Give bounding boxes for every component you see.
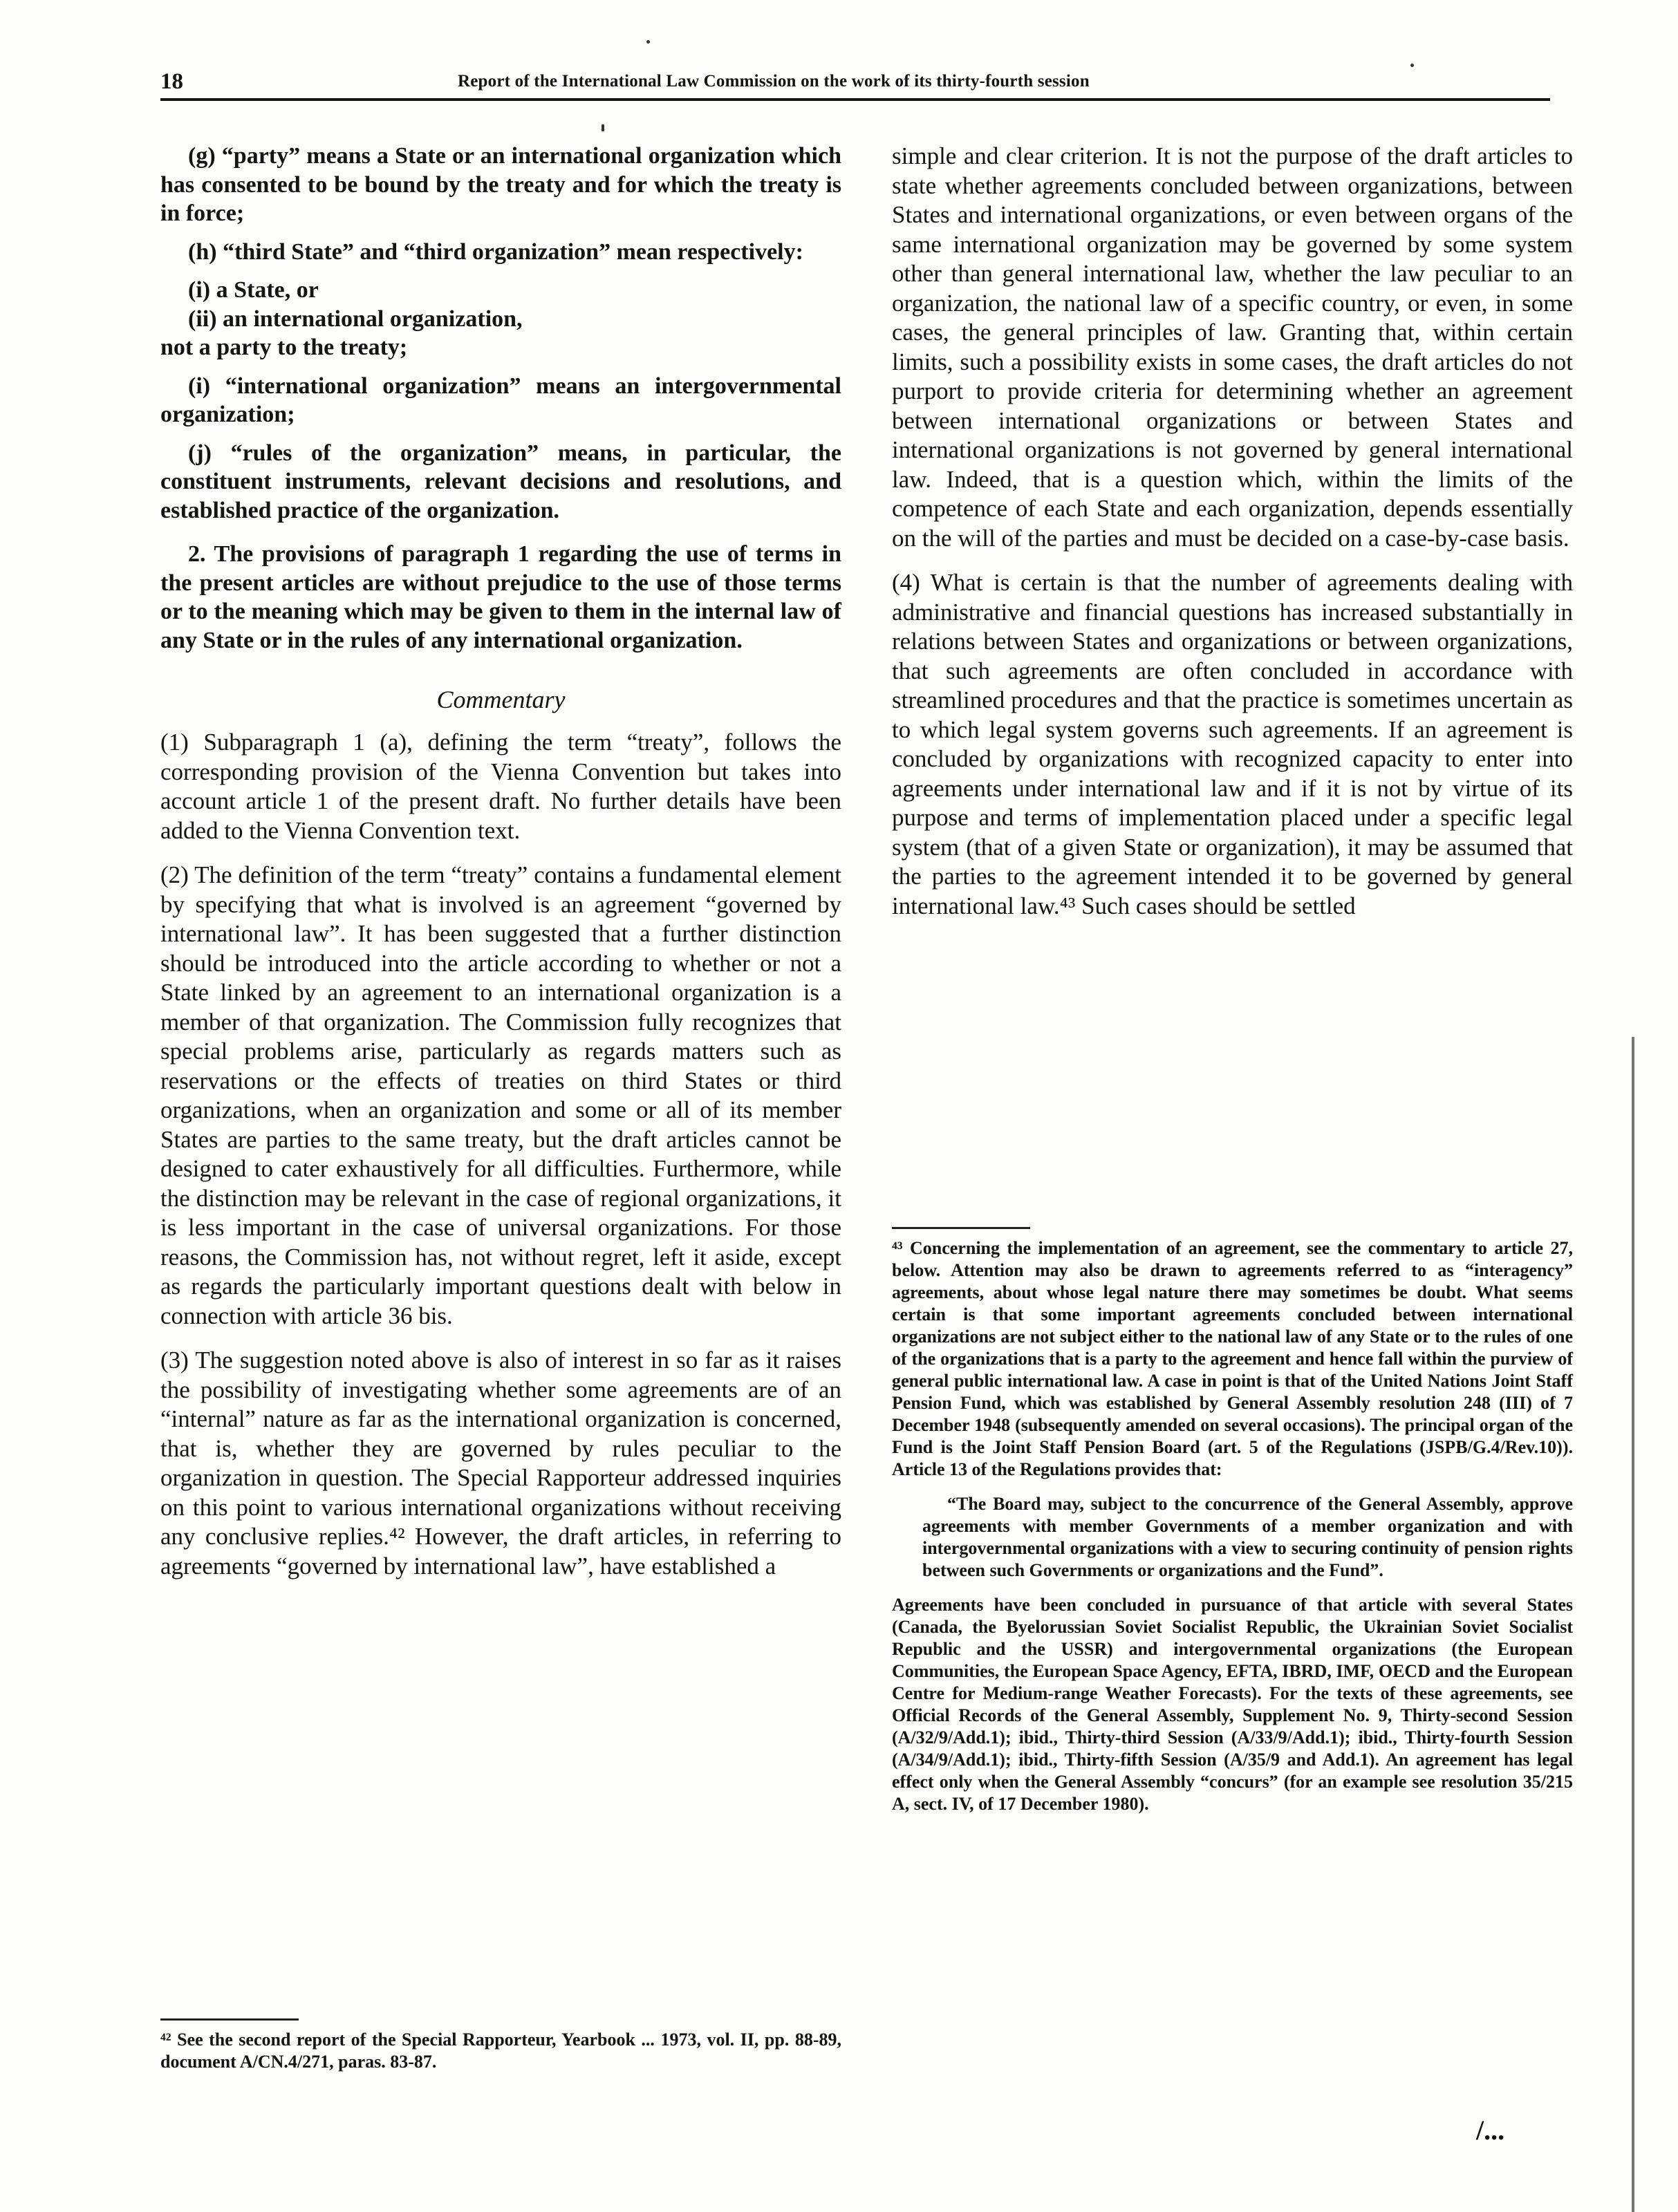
footnote-43-block	[892, 1227, 1573, 1815]
commentary-paragraph-2: (2) The definition of the term “treaty” contains a fundamental element by specifying that what is involved is an agreement “governed by international law”. It has been suggested that a further distinction should be introduced into the article according to whether or not a State linked by an agreement to an international organization is a member of that organization. The Commission fully recognizes that special problems arise, particularly as regards matters such as reservations or the effects of treaties on third States or third organizations, when an organization and some or all of its member States are parties to the same treaty, but the draft articles cannot be designed to cater exhaustively for all difficulties. Furthermore, while the distinction may be relevant in the case of regional organizations, it is less important in the case of universal organizations. For those reasons, the Commission has, not without regret, left it aside, except as regards the particularly important questions dealt with below in connection with article 36 bis.	[160, 861, 841, 1329]
article-subparagraph-h: (h) “third State” and “third organization” mean respectively:	[188, 238, 803, 265]
article-item-i: (i) a State, or	[188, 277, 319, 303]
article-subparagraph-j: (j) “rules of the organization” means, in particular, the constituent instruments, relevant decisions and resolutions, and established practice of the organization.	[160, 440, 841, 523]
page-number: 18	[160, 69, 183, 94]
article-subparagraph-g: (g) “party” means a State or an international organization which has consented to be bound by the treaty and for which the treaty is in force;	[160, 143, 841, 226]
commentary-paragraph-1: (1) Subparagraph 1 (a), defining the term “treaty”, follows the corresponding provision of the Vienna Convention but takes into account article 1 of the present draft. No further details have been added to the Vienna Convention text.	[160, 729, 841, 844]
right-column	[892, 142, 1573, 921]
scan-speck	[1410, 64, 1414, 67]
article-text	[160, 142, 841, 655]
commentary-paragraph-3-continued: simple and clear criterion. It is not the purpose of the draft articles to state whether agreements concluded between organizations, between States and international organizations, or even between organs of the same international organization may be governed by some system other than general international law, whether the law peculiar to an organization, the national law of a specific country, or even, in some cases, the general principles of law. Granting that, within certain limits, such a possibility exists in some cases, the draft articles do not purport to provide criteria for determining whether an agreement between international organizations or between States and international organizations is not governed by general international law. Indeed, that is a question which, within the limits of the competence of each State and each organization, depends essentially on the will of the parties and must be decided on a case-by-case basis.	[892, 142, 1573, 552]
footnote-42: ⁴² See the second report of the Special Rapporteur, Yearbook ... 1973, vol. II, pp. 88-89, document A/CN.4/271, paras. 83-87.	[160, 2030, 841, 2072]
commentary-left	[160, 728, 841, 1581]
article-item-ii: (ii) an international organization,	[188, 306, 523, 332]
footnote-43-part-b: Agreements have been concluded in pursuance of that article with several States (Canada, the Byelorussian Soviet Socialist Republic, the Ukrainian Soviet Socialist Republic and the USSR) and intergovernmental organizations (the European Communities, the European Space Agency, EFTA, IBRD, IMF, OECD and the European Centre for Medium-range Weather Forecasts). For the texts of these agreements, see Official Records of the General Assembly, Supplement No. 9, Thirty-second Session (A/32/9/Add.1); ibid., Thirty-third Session (A/33/9/Add.1); ibid., Thirty-fourth Session (A/34/9/Add.1); ibid., Thirty-fifth Session (A/35/9 and Add.1). An agreement has legal effect only when the General Assembly “concurs” (for an example see resolution 35/215 A, sect. IV, of 17 December 1980).	[892, 1595, 1573, 1814]
article-subparagraph-i: (i) “international organization” means an intergovernmental organization;	[160, 373, 841, 427]
running-title: Report of the International Law Commission on the work of its thirty-fourth session	[458, 72, 1090, 91]
header-rule	[160, 98, 1550, 101]
article-item-tail: not a party to the treaty;	[160, 335, 408, 360]
continued-marker: /...	[1476, 2115, 1505, 2146]
page-edge-shadow	[1632, 1037, 1634, 2212]
commentary-paragraph-4: (4) What is certain is that the number of agreements dealing with administrative and financial questions has increased substantially in relations between States and organizations or between organizations, that such agreements are often concluded in accordance with streamlined procedures and that the practice is sometimes uncertain as to which legal system governs such agreements. If an agreement is concluded by organizations with recognized capacity to enter into agreements under international law and if it is not by virtue of its purpose and terms of implementation placed under a specific legal system (that of a given State or organization), it may be assumed that the parties to the agreement intended it to be governed by general international law.⁴³ Such cases should be settled	[892, 569, 1573, 919]
scan-speck	[602, 124, 604, 131]
commentary-heading: Commentary	[436, 686, 566, 713]
footnote-rule	[892, 1227, 1030, 1229]
footnote-43-quote: “The Board may, subject to the concurrence of the General Assembly, approve agreements with member Governments of a member organization and with intergovernmental organizations with a view to securing continuity of pension rights between such Governments or organizations and the Fund”.	[922, 1494, 1573, 1580]
scan-speck	[646, 40, 650, 44]
commentary-right	[892, 142, 1573, 921]
commentary-paragraph-3: (3) The suggestion noted above is also of interest in so far as it raises the possibility of investigating whether some agreements are of an “internal” nature as far as the international organization is concerned, that is, whether they are governed by rules peculiar to the organization in question. The Special Rapporteur addressed inquiries on this point to various international organizations without receiving any conclusive replies.⁴² However, the draft articles, in referring to agreements “governed by international law”, have established a	[160, 1347, 841, 1580]
article-paragraph-2: 2. The provisions of paragraph 1 regarding the use of terms in the present articles are without prejudice to the use of those terms or to the meaning which may be given to them in the internal law of any State or in the rules of any international organization.	[160, 541, 841, 653]
footnote-43-part-a: ⁴³ Concerning the implementation of an agreement, see the commentary to article 27, below. Attention may also be drawn to agreements referred to as “interagency” agreements, about whose legal nature there may sometimes be doubt. What seems certain is that some important agreements concluded between international organizations are not subject either to the national law of any State or to the rules of one of the organizations that is a party to the agreement and hence fall within the purview of general public international law. A case in point is that of the United Nations Joint Staff Pension Fund, which was established by General Assembly resolution 248 (III) of 7 December 1948 (subsequently amended on several occasions). The principal organ of the Fund is the Joint Staff Pension Board (art. 5 of the Regulations (JSPB/G.4/Rev.10)). Article 13 of the Regulations provides that:	[892, 1238, 1573, 1479]
left-column	[160, 142, 841, 1581]
footnote-42-block	[160, 2018, 841, 2073]
footnote-rule	[160, 2018, 299, 2021]
